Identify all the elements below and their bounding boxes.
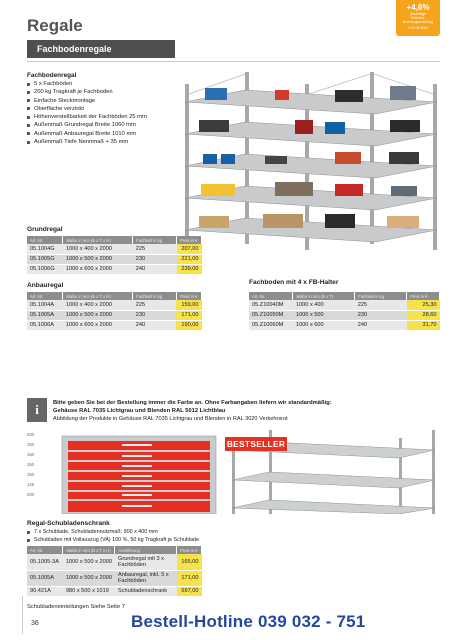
price: 171,00 <box>176 310 201 320</box>
scale-label: 200 <box>27 492 34 497</box>
cabinet-table <box>27 546 202 597</box>
dimensions: 1000 x 600 x 2000 <box>63 320 133 330</box>
column-header: Maße in mm (B x T) <box>293 292 355 300</box>
article-number: 05.1005A <box>27 570 63 586</box>
price: 31,70 <box>407 320 440 330</box>
table-row <box>27 586 202 596</box>
load: 225 <box>133 300 177 310</box>
feature-item: Einfache Steckmontage <box>27 97 147 105</box>
cabinet-title: Regal-Schubladenschrank <box>27 520 110 527</box>
column-header: Preis in € <box>407 292 440 300</box>
table-row <box>27 554 202 570</box>
article-number: 05.1005G <box>27 254 63 264</box>
footnote: Schubladeneinteilungen Siehe Seite 7 <box>27 604 125 610</box>
info-line-3: Abbildung der Produkte in Gehäuse RAL 7035 Lichtgrau und Blenden in RAL 3020 Verkehrsrot <box>53 416 288 422</box>
load: 230 <box>133 254 177 264</box>
column-header: Fachlast in kg <box>133 292 177 300</box>
scale-label: 200 <box>27 432 34 437</box>
load: 230 <box>133 310 177 320</box>
table-header-row <box>27 546 202 554</box>
load: 225 <box>133 244 177 254</box>
load: 240 <box>133 264 177 274</box>
dimensions: 1000 x 400 <box>293 300 355 310</box>
table-row <box>27 320 202 330</box>
column-header: Preis in € <box>177 546 202 554</box>
surcharge-date: + 01.04.2021 <box>407 25 429 30</box>
table-row <box>249 300 440 310</box>
divider <box>22 596 23 634</box>
article-number: 05.1004G <box>27 244 63 254</box>
divider <box>27 61 440 62</box>
column-header: Preis in € <box>176 292 201 300</box>
column-header: Maße in mm (B x T x H) <box>63 292 133 300</box>
feature-item: Außenmaß Anbauregal Breite 1010 mm <box>27 130 147 138</box>
column-header: Art.-Nr. <box>27 236 63 244</box>
article-number: 05.1006A <box>27 320 63 330</box>
surcharge-line-2: Material- <box>411 16 425 21</box>
article-number: 05.1006G <box>27 264 63 274</box>
feature-item: 5 x Fachböden <box>27 80 147 88</box>
table-row <box>27 570 202 586</box>
price: 165,00 <box>177 554 202 570</box>
grundregal-table <box>27 236 202 275</box>
column-header: Art.-Nr. <box>27 546 63 554</box>
article-number: 05.1005-3A <box>27 554 63 570</box>
article-number: 05.Z10040M <box>249 300 293 310</box>
load: 225 <box>355 300 407 310</box>
scale-label: 150 <box>27 442 34 447</box>
load: 240 <box>133 320 177 330</box>
price: 190,00 <box>176 320 201 330</box>
scale-label: 150 <box>27 452 34 457</box>
load: 240 <box>355 320 407 330</box>
variant: Schubladenschrank <box>115 586 177 596</box>
cabinet-features <box>27 528 199 545</box>
drawer-scale <box>27 430 34 500</box>
fachboden-title: Fachboden mit 4 x FB-Halter <box>249 279 339 286</box>
load: 230 <box>355 310 407 320</box>
dimensions: 980 x 500 x 1019 <box>63 586 115 596</box>
feature-item: 7 x Schublade, Schubladennutzmaß: 900 x 400 mm <box>27 528 199 536</box>
grundregal-title: Grundregal <box>27 226 63 233</box>
surcharge-percent: +4,6% <box>406 3 430 12</box>
order-hotline: Bestell-Hotline 039 032 - 751 <box>131 612 366 631</box>
article-number: 05.Z10050M <box>249 310 293 320</box>
table-header-row <box>249 292 440 300</box>
fachboden-table <box>249 292 440 331</box>
feature-item: Außenmaß Grundregal Breite 1060 mm <box>27 121 147 129</box>
scale-label: 125 <box>27 482 34 487</box>
dimensions: 1000 x 500 x 2000 <box>63 310 133 320</box>
column-header: Fachlast in kg <box>355 292 407 300</box>
surcharge-line-3: teuerungszuschlag <box>402 20 434 25</box>
price: 171,00 <box>177 570 202 586</box>
table-row <box>27 254 202 264</box>
column-header: Fachlast in kg <box>133 236 177 244</box>
variant: Grundregal mit 3 x Fachböden <box>115 554 177 570</box>
dimensions: 1000 x 500 x 2000 <box>63 570 115 586</box>
price: 28,60 <box>407 310 440 320</box>
page-number: 36 <box>31 620 39 627</box>
column-header: Maße in mm (B x T x H) <box>63 236 133 244</box>
scale-label: 150 <box>27 462 34 467</box>
anbauregal-title: Anbauregal <box>27 282 64 289</box>
article-number: 05.Z10060M <box>249 320 293 330</box>
column-header: Ausführung <box>115 546 177 554</box>
dimensions: 1000 x 400 x 2000 <box>63 244 133 254</box>
table-row <box>27 264 202 274</box>
price: 159,00 <box>176 300 201 310</box>
table-row <box>27 310 202 320</box>
info-notice <box>27 398 440 422</box>
info-icon: i <box>27 398 47 422</box>
table-row <box>27 300 202 310</box>
section-title: Fachbodenregale <box>27 40 175 58</box>
scale-label: 150 <box>27 472 34 477</box>
column-header: Maße in mm (B x T x H) <box>63 546 115 554</box>
column-header: Preis in € <box>177 236 202 244</box>
info-line-2: Gehäuse RAL 7035 Lichtgrau und Blenden RAL 5012 Lichtblau <box>53 407 226 414</box>
column-header: Art.-Nr. <box>249 292 293 300</box>
dimensions: 1000 x 600 <box>293 320 355 330</box>
price: 239,00 <box>177 264 202 274</box>
price: 697,00 <box>177 586 202 596</box>
features-title: Fachbodenregal <box>27 72 77 79</box>
table-row <box>27 244 202 254</box>
anbauregal-table <box>27 292 202 331</box>
feature-item: Höhenverstellbarkeit der Fachböden 25 mm <box>27 113 147 121</box>
page-title: Regale <box>27 16 83 35</box>
article-number: 05.1004A <box>27 300 63 310</box>
feature-item: Schubladen mit Vollauszug (VA) 100 %, 50 kg Tragkraft je Schublade <box>27 536 199 544</box>
dimensions: 1000 x 400 x 2000 <box>63 300 133 310</box>
table-row <box>249 310 440 320</box>
table-header-row <box>27 236 202 244</box>
variant: Anbauregal, inkl. 5 x Fachböden <box>115 570 177 586</box>
surcharge-badge <box>396 0 440 36</box>
info-text <box>53 400 332 415</box>
table-header-row <box>27 292 202 300</box>
price: 207,00 <box>177 244 202 254</box>
shelving-photo <box>175 64 445 250</box>
feature-item: 200 kg Tragkraft je Fachboden <box>27 88 147 96</box>
feature-item: Oberfläche verzinkt <box>27 105 147 113</box>
table-row <box>249 320 440 330</box>
dimensions: 1000 x 500 x 2000 <box>63 254 133 264</box>
features-list <box>27 80 147 146</box>
price: 25,30 <box>407 300 440 310</box>
column-header: Art.-Nr. <box>27 292 63 300</box>
bestseller-badge: BESTSELLER <box>226 439 286 449</box>
price: 221,00 <box>177 254 202 264</box>
info-line-1: Bitte geben Sie bei der Bestellung immer die Farbe an. Ohne Farbangaben liefern wir standardmäßig: <box>53 400 332 406</box>
article-number: 05.1005A <box>27 310 63 320</box>
surcharge-line-1: Zuschläge <box>409 12 427 16</box>
dimensions: 1000 x 600 x 2000 <box>63 264 133 274</box>
dimensions: 1000 x 500 x 2000 <box>63 554 115 570</box>
article-number: 90.421A <box>27 586 63 596</box>
feature-item: Außenmaß Tiefe Nennmaß + 35 mm <box>27 138 147 146</box>
dimensions: 1000 x 500 <box>293 310 355 320</box>
